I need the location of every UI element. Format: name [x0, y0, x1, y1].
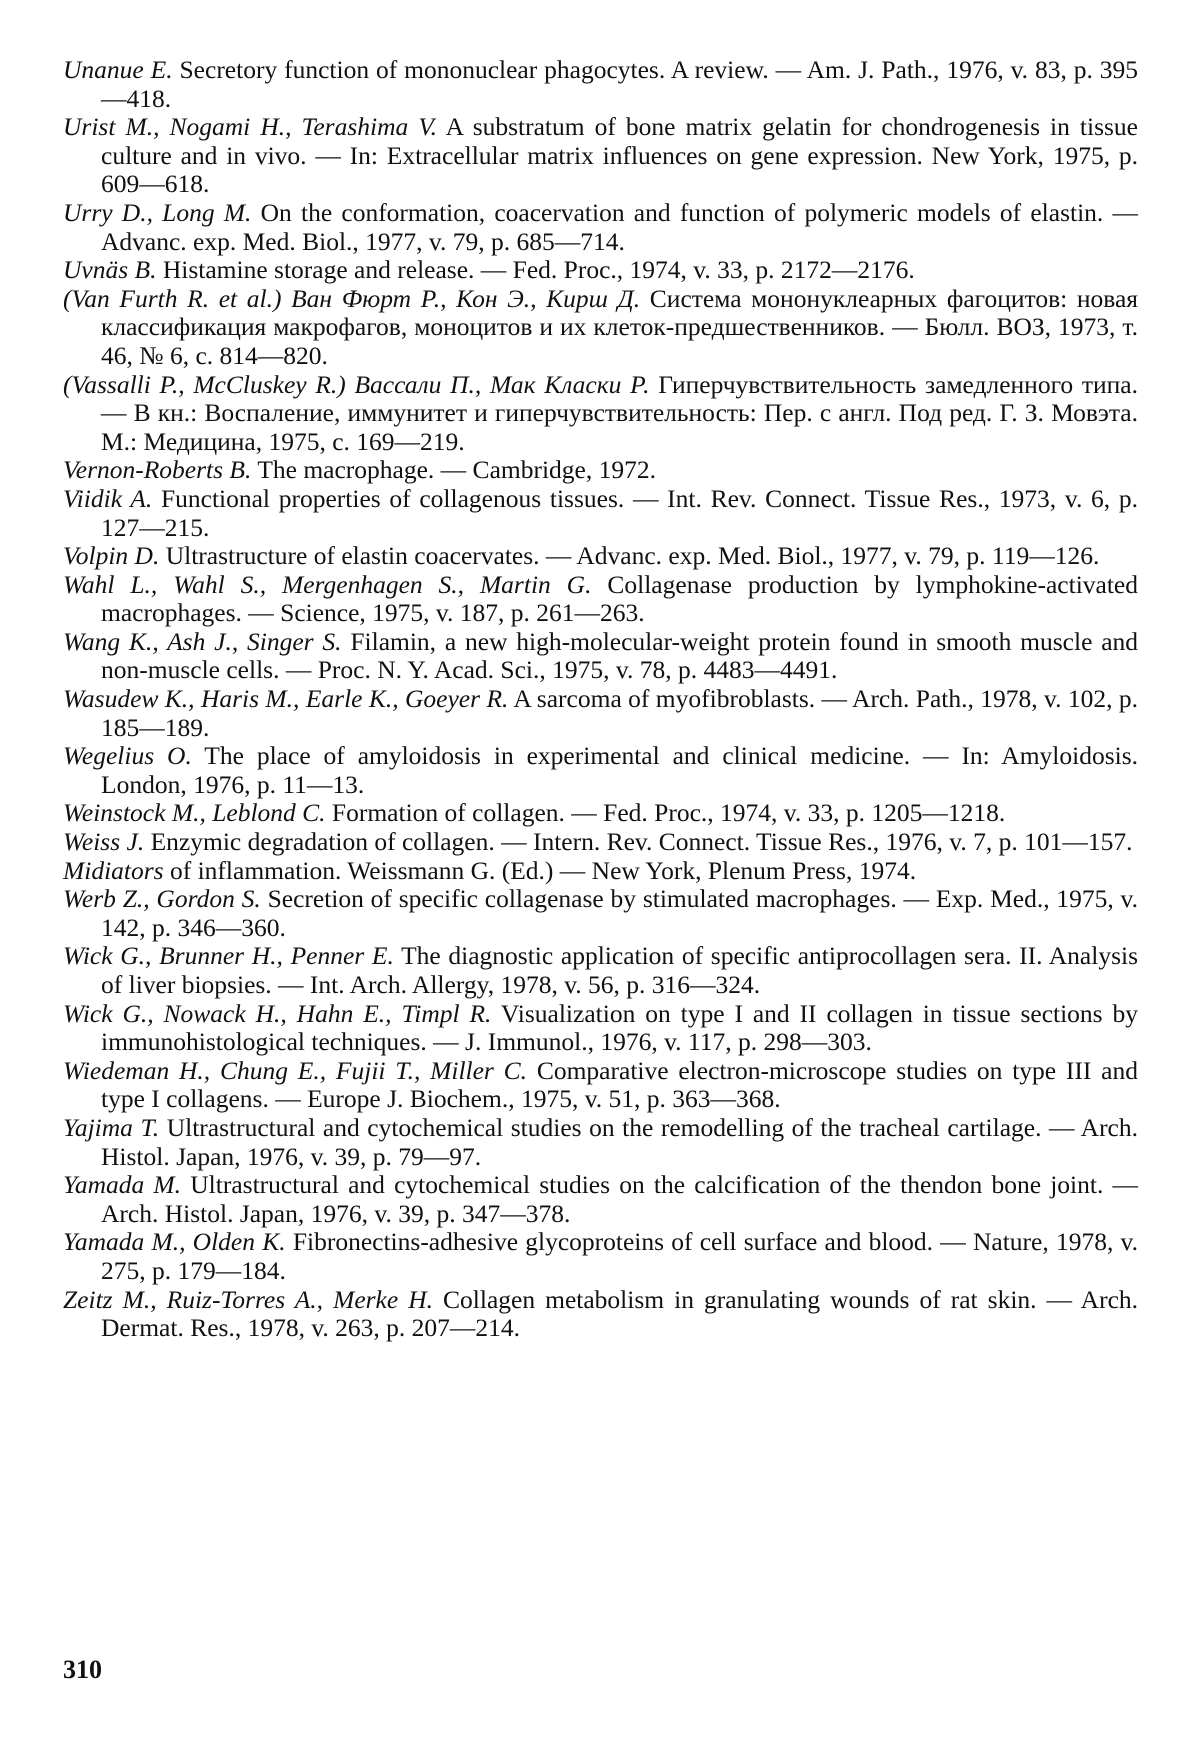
reference-text: of inflammation. Weissmann G. (Ed.) — New York, Plenum Press, 1974.: [169, 855, 917, 885]
reference-text: Collagenase production by lymphokine-activated macrophages. — Science, 1975, v. 187, p. 261—263.: [101, 569, 1139, 628]
reference-text: Comparative electron-microscope studies on type III and type I collagens. — Europe J. Biochem., 1975, v. 51, p. 363—368.: [101, 1055, 1139, 1114]
reference-authors: Wang K., Ash J., Singer S.: [63, 626, 342, 656]
reference-text: Enzymic degradation of collagen. — Intern. Rev. Connect. Tissue Res., 1976, v. 7, p. 101—157.: [150, 827, 1133, 857]
reference-authors: Yamada M.: [63, 1170, 182, 1200]
reference-entry: [63, 485, 1138, 542]
page-number: 310: [63, 1655, 102, 1684]
reference-entry: [63, 799, 1138, 828]
reference-authors: Wick G., Brunner H., Penner E.: [63, 941, 394, 971]
reference-entry: [63, 685, 1138, 742]
reference-authors: (Van Furth R. et al.) Ван Фюрт Р., Кон Э., Кирш Д.: [63, 283, 641, 313]
reference-entry: [63, 199, 1138, 256]
reference-text: Filamin, a new high-molecular-weight protein found in smooth muscle and non-muscle cells. — Proc. N. Y. Acad. Sci., 1975, v. 78, p. 4483—4491.: [101, 626, 1139, 685]
reference-text: A substratum of bone matrix gelatin for chondrogenesis in tissue culture and in vivo. — In: Extracellular matrix influences on gene expression. New York, 1975, p. 609—618.: [101, 112, 1138, 199]
reference-authors: Wahl L., Wahl S., Mergenhagen S., Martin G.: [63, 569, 592, 599]
reference-entry: [63, 542, 1138, 571]
reference-text: The diagnostic application of specific antiprocollagen sera. II. Analysis of liver biopsies. — Int. Arch. Allergy, 1978, v. 56, p. 316—324.: [101, 941, 1139, 999]
reference-entry: [63, 571, 1138, 628]
reference-entry: [63, 285, 1138, 371]
reference-entry: [63, 1286, 1138, 1343]
reference-authors: Wick G., Nowack H., Hahn E., Timpl R.: [63, 998, 492, 1028]
reference-text: Ultrastructure of elastin coacervates. — Advanc. exp. Med. Biol., 1977, v. 79, p. 119—126.: [165, 541, 1100, 571]
reference-entry: [63, 742, 1138, 799]
reference-entry: [63, 1114, 1138, 1171]
reference-authors: Urry D., Long M.: [63, 197, 252, 227]
reference-entry: [63, 1171, 1138, 1228]
reference-authors: Vernon-Roberts B.: [63, 455, 252, 485]
reference-text: Histamine storage and release. — Fed. Proc., 1974, v. 33, p. 2172—2176.: [162, 255, 915, 285]
reference-text: Гиперчувствительность замедленного типа. — В кн.: Воспаление, иммунитет и гиперчувствительность: Пер. с англ. Под ред. Г. З. Мовэта. М.: Медицина, 1975, с. 169—219.: [101, 369, 1138, 456]
reference-entry: [63, 113, 1138, 199]
reference-entry: [63, 857, 1138, 886]
reference-authors: Volpin D.: [63, 541, 160, 571]
reference-entry: [63, 1000, 1138, 1057]
reference-authors: Yajima T.: [63, 1112, 160, 1142]
reference-text: Secretory function of mononuclear phagocytes. A review. — Am. J. Path., 1976, v. 83, p. 395—418.: [101, 55, 1139, 113]
reference-entry: [63, 456, 1138, 485]
reference-entry: [63, 56, 1138, 113]
reference-text: On the conformation, coacervation and function of polymeric models of elastin. — Advanc. exp. Med. Biol., 1977, v. 79, p. 685—714.: [101, 197, 1139, 256]
reference-text: Ultrastructural and cytochemical studies on the remodelling of the tracheal cartilage. — Arch. Histol. Japan, 1976, v. 39, p. 79—97.: [101, 1112, 1139, 1171]
reference-authors: Yamada M., Olden K.: [63, 1227, 286, 1257]
reference-text: Collagen metabolism in granulating wounds of rat skin. — Arch. Dermat. Res., 1978, v. 263, p. 207—214.: [101, 1284, 1139, 1343]
reference-text: Secretion of specific collagenase by stimulated macrophages. — Exp. Med., 1975, v. 142, p. 346—360.: [101, 884, 1139, 942]
reference-authors: Viidik A.: [63, 483, 153, 513]
reference-authors: Wasudew K., Haris M., Earle K., Goeyer R.: [63, 684, 509, 714]
reference-authors: Unanue E.: [63, 55, 173, 84]
reference-entry: [63, 1057, 1138, 1114]
reference-text: Formation of collagen. — Fed. Proc., 1974, v. 33, p. 1205—1218.: [331, 798, 1006, 828]
reference-text: Система мононуклеарных фагоцитов: новая классификация макрофагов, моноцитов и их клеток-предшественников. — Бюлл. ВОЗ, 1973, т. 46, № 6, с. 814—820.: [101, 283, 1139, 370]
reference-entry: [63, 942, 1138, 999]
reference-entry: [63, 1228, 1138, 1285]
reference-authors: Wegelius O.: [63, 741, 192, 771]
reference-entry: [63, 628, 1138, 685]
reference-entry: [63, 256, 1138, 285]
reference-authors: Weinstock M., Leblond C.: [63, 798, 326, 828]
reference-text: Ultrastructural and cytochemical studies on the calcification of the thendon bone joint. — Arch. Histol. Japan, 1976, v. 39, p. 347—378.: [101, 1170, 1139, 1228]
reference-entry: [63, 885, 1138, 942]
reference-authors: Werb Z., Gordon S.: [63, 884, 261, 914]
reference-text: The place of amyloidosis in experimental and clinical medicine. — In: Amyloidosis. London, 1976, p. 11—13.: [101, 741, 1138, 799]
reference-text: Fibronectins-adhesive glycoproteins of cell surface and blood. — Nature, 1978, v. 275, p. 179—184.: [101, 1227, 1139, 1285]
reference-authors: Midiators: [63, 855, 164, 885]
reference-text: Visualization on type I and II collagen in tissue sections by immunohistological techniques. — J. Immunol., 1976, v. 117, p. 298—303.: [101, 998, 1139, 1057]
reference-text: A sarcoma of myofibroblasts. — Arch. Path., 1978, v. 102, p. 185—189.: [101, 684, 1139, 742]
reference-authors: Wiedeman H., Chung E., Fujii T., Miller C.: [63, 1055, 528, 1085]
reference-authors: Urist M., Nogami H., Terashima V.: [63, 112, 437, 142]
reference-text: Functional properties of collagenous tissues. — Int. Rev. Connect. Tissue Res., 1973, v. 6, p. 127—215.: [101, 483, 1139, 542]
reference-authors: (Vassalli P., McCluskey R.) Вассали П., Мак Класки Р.: [63, 369, 650, 399]
reference-entry: [63, 828, 1138, 857]
reference-authors: Weiss J.: [63, 827, 145, 857]
reference-list: [63, 56, 1138, 1343]
reference-entry: [63, 371, 1138, 457]
reference-authors: Zeitz M., Ruiz-Torres A., Merke H.: [63, 1284, 434, 1314]
reference-text: The macrophage. — Cambridge, 1972.: [257, 455, 656, 485]
reference-authors: Uvnäs B.: [63, 255, 157, 285]
